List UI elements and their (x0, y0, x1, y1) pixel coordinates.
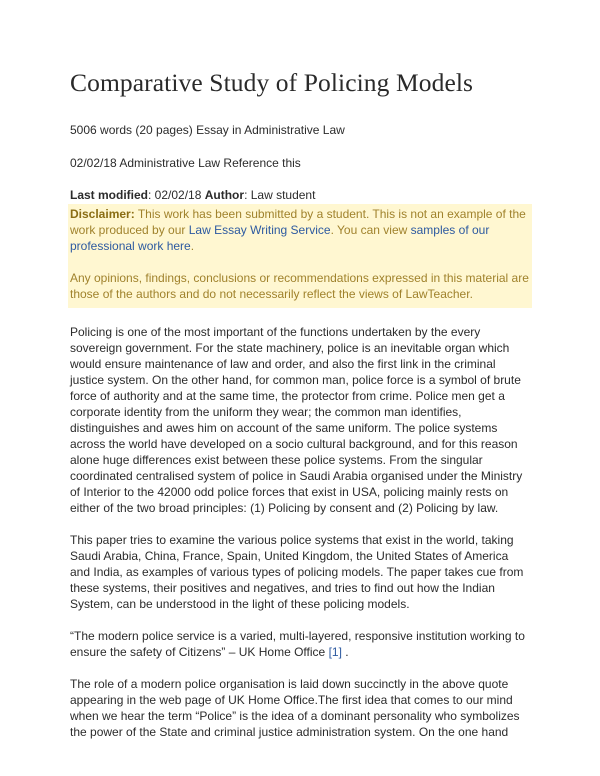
essay-body (70, 324, 530, 740)
disclaimer-box (68, 204, 532, 308)
footnote-ref-1[interactable]: [1] (328, 645, 342, 659)
disclaimer-paragraph (70, 206, 530, 254)
author-label: Author (204, 188, 245, 202)
quote-end: . (341, 645, 349, 659)
modified-date: : 02/02/18 (148, 188, 205, 202)
body-paragraph-2: This paper tries to examine the various police systems that exist in the world, taking Saudi Arabia, China, France, Spain, United Kingdom, the United States of America and India, as examples of various types of policing models. The paper takes cue from these systems, their positives and negatives, and tries to find out how the Indian System, can be understood in the light of these policing models. (70, 533, 524, 611)
disclaimer-label: Disclaimer: (70, 207, 135, 221)
essay-meta: 5006 words (20 pages) Essay in Administrative Law (70, 123, 345, 137)
date-category-line: 02/02/18 Administrative Law Reference this (70, 156, 301, 170)
samples-link[interactable]: samples of our professional work here (70, 223, 490, 253)
quote-text: “The modern police service is a varied, multi-layered, responsive institution working to ensure the safety of Citizens” – UK Home Office (70, 629, 525, 659)
author-value: : Law student (244, 188, 316, 202)
disclaimer-text-3: . (190, 239, 195, 253)
body-paragraph-4: The role of a modern police organisation is laid down succinctly in the above quote appearing in the web page of UK Home Office.The first idea that comes to our mind when we hear the term “Police” is the idea of a dominant personality who symbolizes the power of the State and criminal justice administration system. On the one hand (70, 677, 520, 739)
disclaimer-text-1: This work has been submitted by a student. This is not an example of the work produced by our (70, 207, 526, 237)
disclaimer-opinions: Any opinions, findings, conclusions or recommendations expressed in this material are those of the authors and do not necessarily reflect the views of LawTeacher. (70, 271, 529, 301)
page-title: Comparative Study of Policing Models (70, 68, 474, 97)
last-modified-line (70, 188, 530, 202)
disclaimer-text-2: . You can view (330, 223, 411, 237)
modified-label: Last modified (70, 188, 149, 202)
body-paragraph-3 (70, 628, 530, 660)
essay-service-link[interactable]: Law Essay Writing Service (188, 223, 331, 237)
body-paragraph-1: Policing is one of the most important of the functions undertaken by the every sovereign government. For the state machinery, police is an inevitable organ which would ensure maintenance of law and order, and also the first link in the criminal justice system. On the other hand, for common man, police force is a symbol of brute force of authority and at the same time, the protector from crime. Police men get a corporate identity from the uniform they wear; the common man identifies, distinguishes and awes him on account of the same uniform. The police systems across the world have developed on a socio cultural background, and for this reason alone huge differences exist between these police systems. From the singular coordinated centralised system of police in Saudi Arabia organised under the Ministry of Interior to the 42000 odd police forces that exist in USA, policing mainly rests on either of the two broad principles: (1) Policing by consent and (2) Policing by law. (70, 325, 523, 515)
